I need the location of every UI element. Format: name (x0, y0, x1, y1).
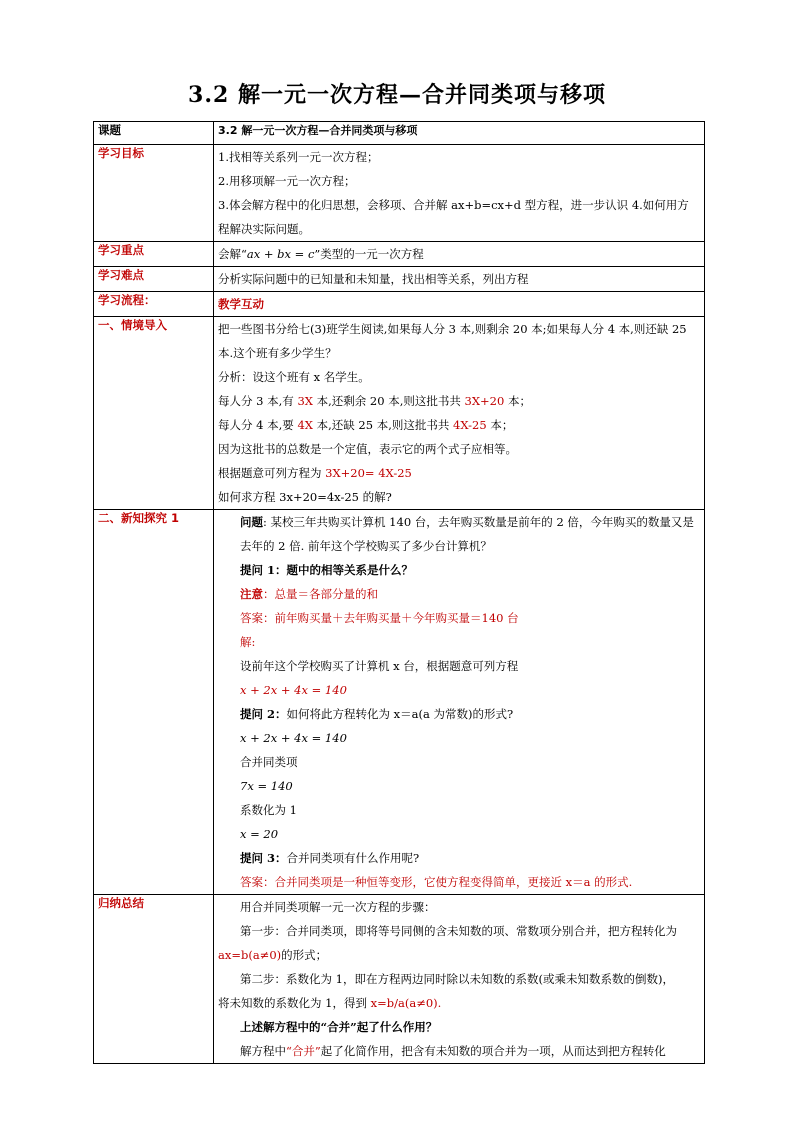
row-label: 学习流程： (98, 293, 156, 307)
goal-item: 3.体会解方程中的化归思想，会移项、合并解 ax+b=cx+d 型方程，进一步认识 4.如何用方程解决实际问题。 (218, 198, 689, 236)
row-summary (94, 895, 705, 1064)
answer-blank: 4X (297, 418, 313, 432)
row-intro (94, 317, 705, 510)
equation-3: 7x = 140 (240, 779, 293, 793)
intro-analysis: 分析：设这个班有 x 名学生。 (218, 370, 370, 384)
row-difficulty (94, 267, 705, 292)
row-label: 学习难点 (98, 268, 144, 282)
intro-line-3: 每人分 3 本,有 3X 本,还剩余 20 本,则这批书共 3X+20 本； (218, 394, 531, 408)
row-topic (94, 122, 705, 145)
difficulty-text: 分析实际问题中的已知量和未知量，找出相等关系，列出方程 (218, 272, 529, 286)
summary-line-4: 第二步：系数化为 1，即在方程两边同时除以未知数的系数(或乘未知数系数的倒数)， (240, 972, 674, 986)
summary-line-5: 将未知数的系数化为 1，得到 x=b/a(a≠0). (218, 996, 442, 1010)
row-label: 学习目标 (98, 146, 144, 160)
note: 注意：总量＝各部分量的和 (240, 587, 378, 601)
equation-4: x = 20 (240, 827, 279, 841)
intro-line-5: 因为这批书的总数是一个定值，表示它的两个式子应相等。 (218, 442, 517, 456)
page-title: 3.2 解一元一次方程—合并同类项与移项 (188, 82, 606, 108)
intro-line-4: 每人分 4 本,要 4X 本,还缺 25 本,则这批书共 4X-25 本； (218, 418, 514, 432)
goal-item: 1.找相等关系列一元一次方程； (218, 150, 379, 164)
summary-line-6: 上述解方程中的“合并”起了什么作用？ (240, 1020, 438, 1034)
answer-blank: 3X+20 (464, 394, 505, 408)
question-label: 问题 (240, 515, 263, 529)
key-prefix: 会解“ (218, 247, 247, 261)
row-label: 课题 (98, 123, 121, 137)
answer-blank: 3X+20= 4X-25 (325, 466, 412, 480)
answer-blank: 4X-25 (453, 418, 487, 432)
let-statement: 设前年这个学校购买了计算机 x 台，根据题意可列方程 (240, 659, 519, 673)
row-label: 学习重点 (98, 243, 144, 257)
key-formula: ax + bx = c (246, 247, 315, 261)
ask-2: 提问 2：如何将此方程转化为 x＝a(a 为常数)的形式? (240, 707, 514, 721)
key-suffix: ”类型的一元一次方程 (314, 247, 424, 261)
explore-question: 问题: 某校三年共购买计算机 140 台，去年购买数量是前年的 2 倍，今年购买的数量又是去年的 2 倍. 前年这个学校购买了多少台计算机？ (240, 515, 694, 553)
answer-1: 答案：前年购买量＋去年购买量＋今年购买量＝140 台 (240, 611, 519, 625)
row-label: 二、新知探究 1 (98, 511, 180, 525)
row-label: 一、情境导入 (98, 318, 167, 332)
row-key (94, 242, 705, 267)
answer-3: 答案：合并同类项是一种恒等变形，它使方程变得简单，更接近 x＝a 的形式. (240, 875, 633, 889)
summary-line-2: 第一步：合并同类项，即将等号同侧的含未知数的项、常数项分别合并，把方程转化为 (240, 924, 677, 938)
summary-line-1: 用合并同类项解一元一次方程的步骤： (240, 900, 436, 914)
intro-problem: 把一些图书分给七(3)班学生阅读,如果每人分 3 本,则剩余 20 本;如果每人分 4 本,则还缺 25 本.这个班有多少学生？ (218, 322, 687, 360)
ask-3: 提问 3：合并同类项有什么作用呢? (240, 851, 420, 865)
summary-line-7: 解方程中“合并”起了化简作用，把含有未知数的项合并为一项，从而达到把方程转化 (240, 1044, 666, 1058)
solve-label: 解: (240, 635, 256, 649)
topic-text: 3.2 解一元一次方程—合并同类项与移项 (218, 124, 418, 137)
intro-line-7: 如何求方程 3x+20=4x-25 的解? (218, 490, 392, 504)
ask-1: 提问 1：题中的相等关系是什么？ (240, 563, 414, 577)
lesson-plan-table (93, 121, 705, 1064)
coef-step: 系数化为 1 (240, 803, 297, 817)
row-label: 归纳总结 (98, 896, 144, 910)
combine-step: 合并同类项 (240, 755, 298, 769)
intro-line-6: 根据题意可列方程为 3X+20= 4X-25 (218, 466, 412, 480)
goal-item: 2.用移项解一元一次方程； (218, 174, 356, 188)
equation-1: x + 2x + 4x = 140 (240, 683, 347, 697)
summary-line-3: ax=b(a≠0)的形式； (218, 948, 328, 962)
equation-2: x + 2x + 4x = 140 (240, 731, 347, 745)
answer-blank: 3X (297, 394, 313, 408)
row-explore (94, 510, 705, 895)
flow-text: 教学互动 (218, 297, 264, 311)
row-goals (94, 145, 705, 242)
row-flow (94, 292, 705, 317)
